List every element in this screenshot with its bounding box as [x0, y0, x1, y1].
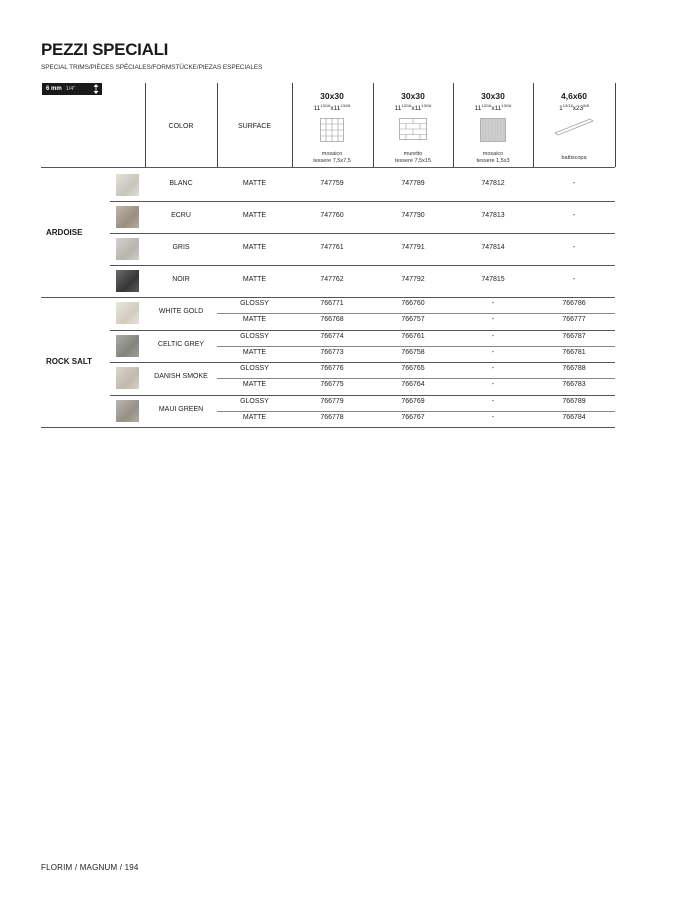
- format-inch-a: 11: [474, 105, 482, 113]
- color-divider: [110, 201, 615, 202]
- brick-pattern-icon: [393, 118, 433, 140]
- mosaic-grid-icon: [312, 118, 352, 142]
- product-code: -: [491, 348, 495, 356]
- series-name: ROCK SALT: [46, 357, 93, 366]
- page-subtitle: SPECIAL TRIMS/PIÈCES SPÉCIALES/FORMSTÜCKE/PIEZAS ESPECIALES: [41, 64, 263, 71]
- page-footer: FLORIM / MAGNUM / 194: [41, 863, 139, 872]
- product-code: 747762: [320, 276, 344, 283]
- surface-value: GLOSSY: [240, 300, 269, 308]
- format-caption-line2: tessere 7,5x7,5: [313, 157, 351, 164]
- header-bottom-line: [41, 167, 615, 168]
- format-caption-line1: mosaico: [482, 151, 504, 157]
- product-code: -: [572, 212, 576, 219]
- color-name: NOIR: [172, 276, 190, 283]
- format-frac-a: 13/16: [481, 103, 492, 108]
- format-inch: [292, 101, 372, 113]
- product-code: 766781: [562, 348, 586, 356]
- format-times: x: [572, 105, 577, 113]
- color-swatch: [116, 302, 139, 324]
- product-code: 766779: [320, 397, 344, 405]
- product-code: -: [572, 244, 576, 251]
- color-name: DANISH SMOKE: [154, 373, 208, 381]
- product-code: 747759: [320, 180, 344, 187]
- format-caption: [373, 151, 453, 164]
- format-caption: [292, 151, 372, 164]
- color-name: GRIS: [172, 244, 190, 251]
- product-code: 747790: [401, 212, 425, 219]
- thickness-arrows-icon: [93, 84, 99, 94]
- format-caption-line1: mosaico: [321, 151, 343, 157]
- format-header: [373, 92, 453, 113]
- product-code: -: [572, 180, 576, 187]
- format-inch-b: 23: [576, 105, 584, 113]
- product-code: 766758: [401, 348, 425, 356]
- format-caption-line2: tessere 7,5x15: [394, 157, 432, 164]
- product-code: 747761: [320, 244, 344, 251]
- surface-value: MATTE: [242, 316, 267, 324]
- product-code: 747815: [481, 276, 505, 283]
- product-code: 766764: [401, 381, 425, 389]
- product-code: -: [491, 300, 495, 308]
- row-divider: [217, 378, 615, 379]
- format-frac-a: 13/16: [562, 103, 573, 108]
- product-code: 766769: [401, 397, 425, 405]
- product-code: 766784: [562, 413, 586, 421]
- format-frac-a: 13/16: [320, 103, 331, 108]
- series-bottom-line: [41, 427, 615, 428]
- product-code: 766786: [562, 300, 586, 308]
- thickness-mm: 6 mm: [46, 86, 62, 92]
- color-name: ECRU: [171, 212, 191, 219]
- format-frac-a: 13/16: [401, 103, 412, 108]
- product-code: 747812: [481, 180, 505, 187]
- product-code: -: [491, 365, 495, 373]
- product-code: 766778: [320, 413, 344, 421]
- product-code: 766777: [562, 316, 586, 324]
- product-code: 766760: [401, 300, 425, 308]
- format-frac-b: 5/8: [583, 103, 589, 108]
- surface-value: GLOSSY: [240, 332, 269, 340]
- thickness-badge: [42, 83, 102, 95]
- row-divider: [217, 313, 615, 314]
- product-code: 766783: [562, 381, 586, 389]
- header-color: COLOR: [168, 123, 194, 130]
- product-code: 766771: [320, 300, 344, 308]
- product-code: 747813: [481, 212, 505, 219]
- format-frac-b: 13/16: [340, 103, 351, 108]
- product-code: -: [491, 332, 495, 340]
- product-code: 766775: [320, 381, 344, 389]
- color-name: CELTIC GREY: [157, 340, 205, 348]
- format-times: x: [330, 105, 334, 113]
- product-code: 766765: [401, 365, 425, 373]
- surface-value: MATTE: [242, 180, 267, 187]
- product-code: 766757: [401, 316, 425, 324]
- series-name: ARDOISE: [46, 228, 83, 237]
- color-swatch: [116, 367, 139, 389]
- color-swatch: [116, 400, 139, 422]
- product-code: -: [491, 381, 495, 389]
- color-divider: [110, 330, 615, 331]
- format-caption-line2: tessere 1,5x3: [476, 157, 510, 164]
- header-surface: SURFACE: [237, 123, 272, 130]
- format-inch: [534, 101, 614, 113]
- product-code: 747792: [401, 276, 425, 283]
- format-caption-line1: battiscopa: [561, 155, 587, 161]
- surface-value: MATTE: [242, 413, 267, 421]
- skirting-board-icon: [554, 118, 594, 136]
- format-times: x: [491, 105, 495, 113]
- surface-value: MATTE: [242, 381, 267, 389]
- product-code: 747760: [320, 212, 344, 219]
- product-code: 766767: [401, 413, 425, 421]
- product-code: 766776: [320, 365, 344, 373]
- color-divider: [110, 362, 615, 363]
- format-inch-b: 11: [414, 105, 422, 113]
- product-code: -: [572, 276, 576, 283]
- format-size: 4,6x60: [561, 91, 587, 101]
- product-code: 747789: [401, 180, 425, 187]
- format-inch: [453, 101, 533, 113]
- product-code: 766768: [320, 316, 344, 324]
- format-inch-b: 11: [494, 105, 502, 113]
- product-code: 766773: [320, 348, 344, 356]
- color-swatch: [116, 270, 139, 292]
- product-code: 766774: [320, 332, 344, 340]
- format-inch-a: 1: [559, 105, 563, 113]
- format-caption-line1: muretto: [403, 151, 423, 157]
- product-code: 747791: [401, 244, 425, 251]
- format-inch-a: 11: [313, 105, 321, 113]
- thickness-inch: 1/4": [65, 86, 76, 92]
- format-size: 30x30: [401, 91, 425, 101]
- fine-mosaic-icon: [473, 118, 513, 142]
- surface-value: MATTE: [242, 276, 267, 283]
- color-swatch: [116, 238, 139, 260]
- surface-value: MATTE: [242, 212, 267, 219]
- product-code: -: [491, 316, 495, 324]
- product-code: 747814: [481, 244, 505, 251]
- surface-value: MATTE: [242, 348, 267, 356]
- format-header: [534, 92, 614, 113]
- color-swatch: [116, 335, 139, 357]
- format-frac-b: 13/16: [421, 103, 432, 108]
- color-swatch: [116, 206, 139, 228]
- surface-value: GLOSSY: [240, 397, 269, 405]
- product-code: 766761: [401, 332, 425, 340]
- format-header: [292, 92, 372, 113]
- color-name: MAUI GREEN: [158, 405, 204, 413]
- color-name: BLANC: [169, 180, 193, 187]
- color-divider: [110, 233, 615, 234]
- product-code: 766788: [562, 365, 586, 373]
- color-divider: [110, 395, 615, 396]
- color-divider: [110, 265, 615, 266]
- format-size: 30x30: [481, 91, 505, 101]
- format-size: 30x30: [320, 91, 344, 101]
- product-code: -: [491, 397, 495, 405]
- surface-value: MATTE: [242, 244, 267, 251]
- product-code: 766787: [562, 332, 586, 340]
- page-title: PEZZI SPECIALI: [41, 40, 169, 59]
- format-times: x: [411, 105, 415, 113]
- format-inch: [373, 101, 453, 113]
- format-inch-a: 11: [394, 105, 402, 113]
- product-code: 766789: [562, 397, 586, 405]
- header-column-divider: [615, 83, 616, 167]
- row-divider: [217, 346, 615, 347]
- surface-value: GLOSSY: [240, 365, 269, 373]
- color-swatch: [116, 174, 139, 196]
- format-frac-b: 13/16: [501, 103, 512, 108]
- color-name: WHITE GOLD: [158, 308, 204, 316]
- row-divider: [217, 411, 615, 412]
- series-bottom-line: [41, 297, 615, 298]
- format-caption: [453, 151, 533, 164]
- format-inch-b: 11: [333, 105, 341, 113]
- format-caption: [534, 155, 614, 162]
- product-code: -: [491, 413, 495, 421]
- format-header: [453, 92, 533, 113]
